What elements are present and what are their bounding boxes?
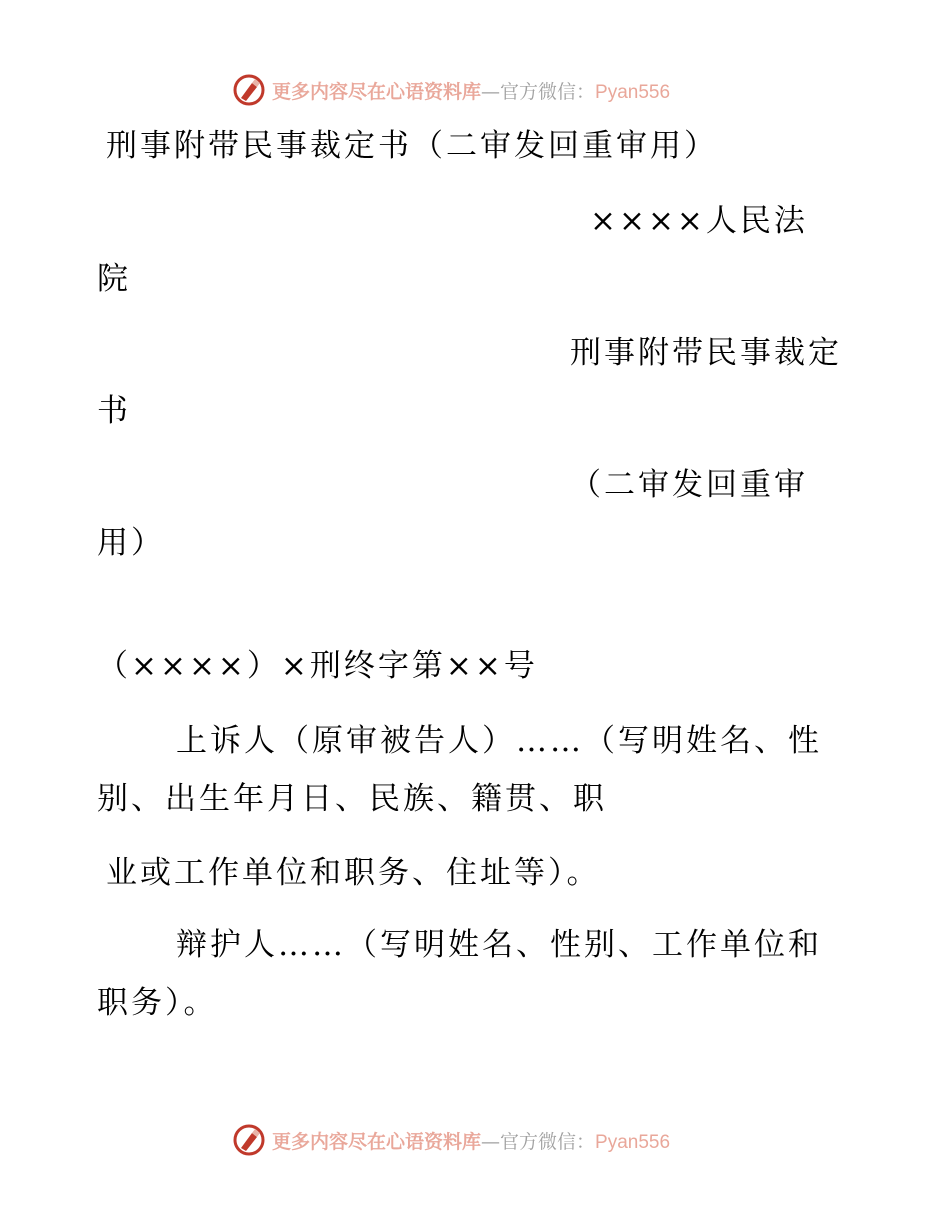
court-name-line2: 院: [97, 261, 131, 297]
doc-type-line1: 刑事附带民事裁定: [570, 335, 842, 371]
watermark-text: [272, 1127, 670, 1154]
watermark-id: Pyan556: [595, 81, 671, 103]
appellant-line2: 别、出生年月日、民族、籍贯、职: [97, 781, 607, 817]
pen-logo-icon: [232, 1123, 266, 1157]
defender-line2: 职务）。: [97, 985, 218, 1021]
usage-line2: 用）: [97, 525, 165, 561]
watermark-text: [272, 77, 670, 104]
watermark-main: 更多内容尽在心语资料库: [272, 1130, 482, 1153]
watermark-header: [232, 72, 670, 108]
court-name-line1: ××××人民法: [590, 203, 808, 239]
doc-type-line2: 书: [97, 393, 131, 429]
document-heading: 刑事附带民事裁定书（二审发回重审用）: [106, 128, 718, 164]
watermark-sub: —官方微信：: [481, 80, 596, 103]
watermark-footer: [232, 1122, 670, 1158]
appellant-line1: 上诉人（原审被告人）……（写明姓名、性: [176, 723, 822, 759]
watermark-id: Pyan556: [595, 1131, 671, 1153]
pen-logo-icon: [232, 73, 266, 107]
defender-line1: 辩护人……（写明姓名、性别、工作单位和: [176, 927, 822, 963]
watermark-sub: —官方微信：: [481, 1130, 596, 1153]
watermark-main: 更多内容尽在心语资料库: [272, 80, 482, 103]
usage-line1: （二审发回重审: [570, 467, 808, 503]
appellant-line3: 业或工作单位和职务、住址等）。: [106, 855, 601, 891]
case-number: （××××）×刑终字第××号: [97, 648, 538, 684]
